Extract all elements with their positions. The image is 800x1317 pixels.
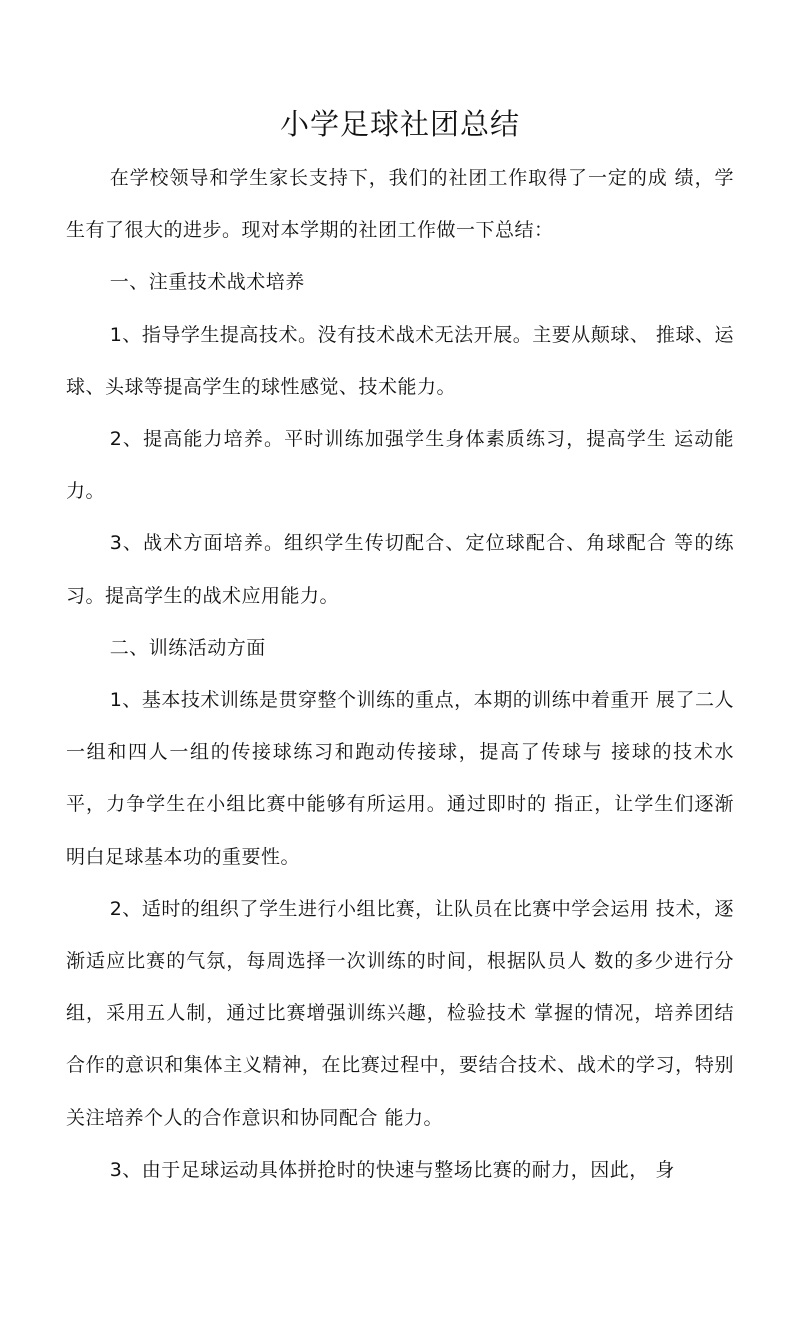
section-heading-1: 一、注重技术战术培养 [109, 271, 305, 294]
document-title: 小学足球社团总结 [279, 107, 520, 141]
section2-item-3: 3、由于足球运动具体拼抢时的快速与整场比赛的耐力，因此， 身 [109, 1158, 675, 1181]
document-body [66, 152, 734, 1196]
intro-paragraph: 在学校领导和学生家长支持下，我们的社团工作取得了一定的成 绩，学生有了很大的进步。现对本学期的社团工作做一下总结： [66, 167, 734, 242]
section-heading-2: 二、训练活动方面 [109, 636, 266, 659]
section2-item-2: 2、适时的组织了学生进行小组比赛，让队员在比赛中学会运用 技术，逐渐适应比赛的气氛，每周选择一次训练的时间，根据队员人 数的多少进行分组，采用五人制，通过比赛增强训练兴趣，检验技术 掌握的情况，培养团结合作的意识和集体主义精神，在比赛过程中，要结合技术、战术的学习，特别关注培养个人的合作意识和协同配合 能力。 [66, 897, 734, 1129]
section1-item-3: 3、战术方面培养。组织学生传切配合、定位球配合、角球配合 等的练习。提高学生的战术应用能力。 [66, 532, 734, 607]
section1-item-2: 2、提高能力培养。平时训练加强学生身体素质练习，提高学生 运动能力。 [66, 428, 734, 503]
section2-item-1: 1、基本技术训练是贯穿整个训练的重点，本期的训练中着重开 展了二人一组和四人一组的传接球练习和跑动传接球，提高了传球与 接球的技术水平，力争学生在小组比赛中能够有所运用。通过即时的 指正，让学生们逐渐明白足球基本功的重要性。 [66, 689, 734, 868]
section1-item-1: 1、指导学生提高技术。没有技术战术无法开展。主要从颠球、 推球、运球、头球等提高学生的球性感觉、技术能力。 [66, 323, 734, 398]
